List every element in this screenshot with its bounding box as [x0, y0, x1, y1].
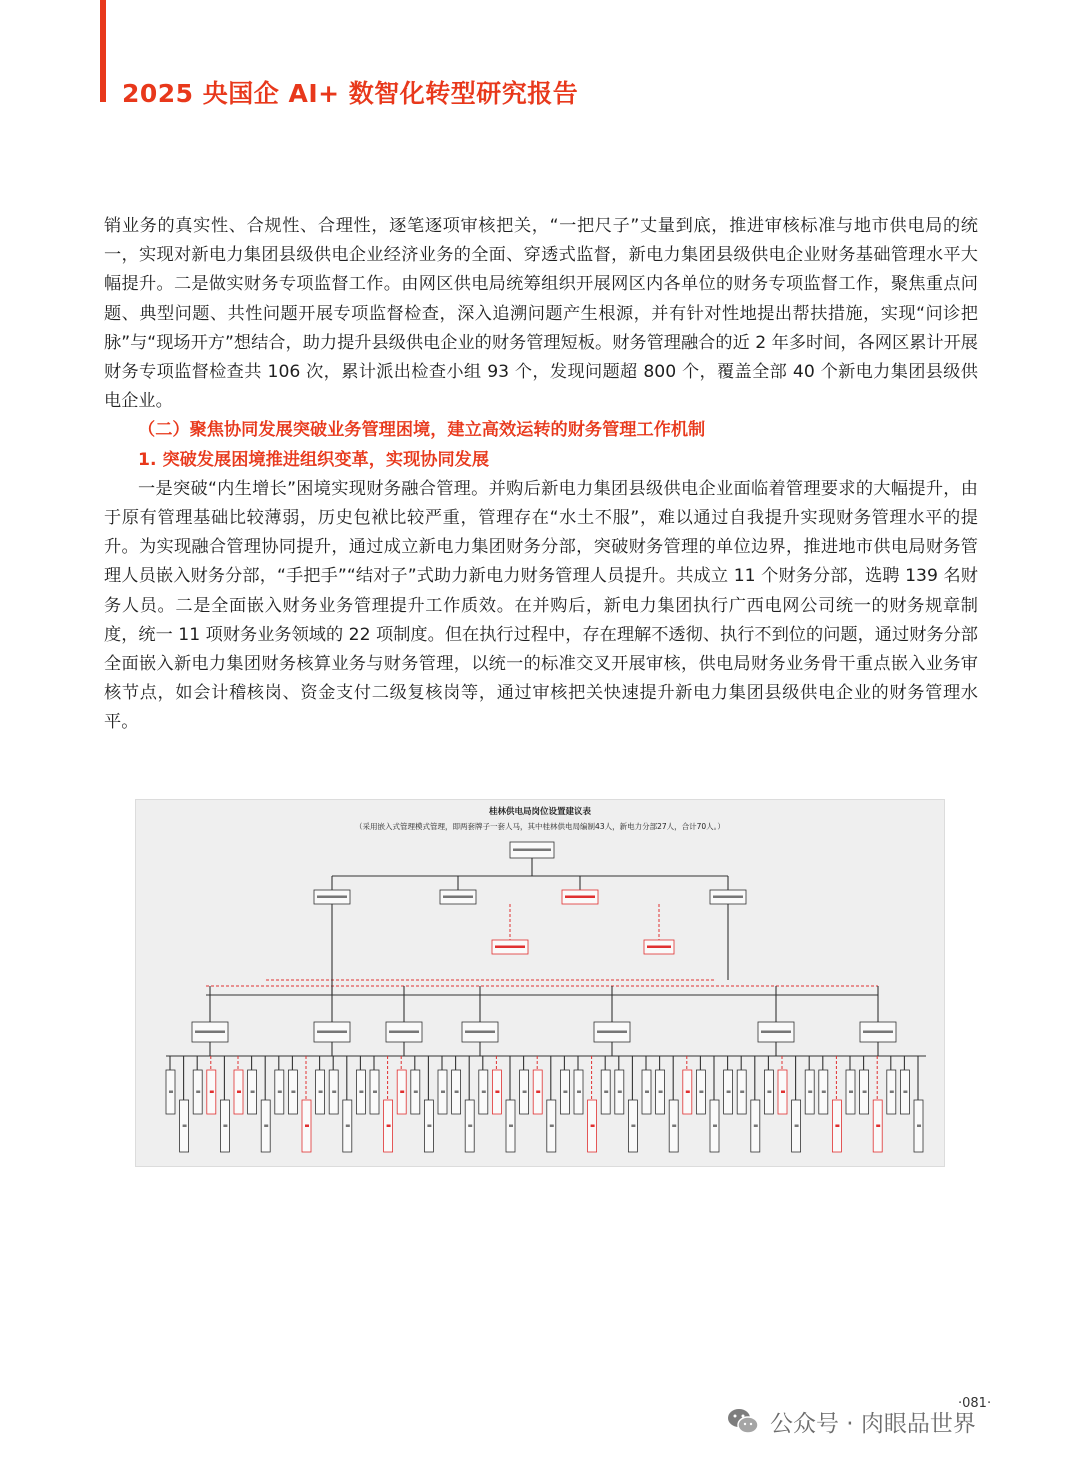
node-label-mark — [482, 1091, 486, 1094]
node-label-mark — [767, 1091, 771, 1094]
node-label-mark — [835, 1125, 839, 1128]
node-label-mark — [917, 1125, 921, 1128]
body-paragraph-2: 一是突破“内生增长”困境实现财务融合管理。并购后新电力集团县级供电企业面临着管理要求的大幅提升，由于原有管理基础比较薄弱，历史包袱比较严重，管理存在“水土不服”，难以通过自我提升实现财务管理水平的提升。为实现融合管理协同提升，通过成立新电力集团财务分部，突破财务管理的单位边界，推进地市供电局财务管理人员嵌入财务分部，“手把手”“结对子”式助力新电力财务管理人员提升。共成立 11 个财务分部，选聘 139 名财务人员。二是全面嵌入财务业务管理提升工作质效。在并购后，新电力集团执行广西电网公司统一的财务规章制度，统一 11 项财务业务领域的 22 项制度。但在执行过程中，存在理解不透彻、执行不到位的问题，通过财务分部全面嵌入新电力集团财务核算业务与财务管理，以统一的标准交叉开展审核，供电局财务业务骨干重点嵌入业务审核节点，如会计稽核岗、资金支付二级复核岗等，通过审核把关快速提升新电力集团县级供电企业的财务管理水平。 — [104, 478, 978, 733]
node-label-mark — [509, 1125, 513, 1128]
header-accent-bar — [100, 0, 106, 102]
node-label-mark — [647, 946, 671, 949]
subsection-heading: 1. 突破发展困境推进组织变革，实现协同发展 — [138, 449, 490, 470]
page-number: ·081· — [958, 1396, 992, 1411]
node-label-mark — [550, 1125, 554, 1128]
node-label-mark — [278, 1091, 282, 1094]
node-label-mark — [346, 1125, 350, 1128]
body-paragraph-1: 销业务的真实性、合规性、合理性，逐笔逐项审核把关，“一把尺子”丈量到底，推进审核标准与地市供电局的统一，实现对新电力集团县级供电企业经济业务的全面、穿透式监督，新电力集团县级供电企业财务基础管理水平大幅提升。二是做实财务专项监督工作。由网区供电局统筹组织开展网区内各单位的财务专项监督工作，聚焦重点问题、典型问题、共性问题开展专项监督检查，深入追溯问题产生根源，并有针对性地提出帮扶措施，实现“问诊把脉”与“现场开方”想结合，助力提升县级供电企业的财务管理短板。财务管理融合的近 2 年多时间，各网区累计开展财务专项监督检查共 106 次，累计派出检查小组 93 个，发现问题超 800 个，覆盖全部 40 个新电力集团县级供电企业。 — [104, 216, 978, 412]
org-chart-figure — [135, 799, 945, 1167]
node-label-mark — [713, 896, 743, 899]
node-label-mark — [495, 1091, 499, 1094]
org-chart-svg — [136, 800, 944, 1166]
node-label-mark — [591, 1125, 595, 1128]
node-label-mark — [513, 849, 551, 852]
node-label-mark — [389, 1031, 419, 1034]
node-label-mark — [686, 1091, 690, 1094]
node-label-mark — [795, 1125, 799, 1128]
node-label-mark — [427, 1125, 431, 1128]
node-label-mark — [849, 1091, 853, 1094]
node-label-mark — [808, 1091, 812, 1094]
org-chart-nodes — [166, 842, 923, 1152]
node-label-mark — [903, 1091, 907, 1094]
node-label-mark — [536, 1091, 540, 1094]
node-label-mark — [863, 1031, 893, 1034]
node-label-mark — [863, 1091, 867, 1094]
node-label-mark — [672, 1125, 676, 1128]
node-label-mark — [400, 1091, 404, 1094]
node-label-mark — [387, 1125, 391, 1128]
node-label-mark — [523, 1091, 527, 1094]
main-content — [104, 212, 978, 738]
watermark-text: 公众号 · 肉眼品世界 — [770, 1410, 976, 1437]
node-label-mark — [455, 1091, 459, 1094]
node-label-mark — [822, 1091, 826, 1094]
node-label-mark — [196, 1091, 200, 1094]
section-heading: （二）聚焦协同发展突破业务管理困境，建立高效运转的财务管理工作机制 — [138, 420, 706, 441]
wechat-icon — [726, 1404, 760, 1438]
node-label-mark — [319, 1091, 323, 1094]
node-label-mark — [443, 896, 473, 899]
figure-subtitle: （采用嵌入式管理模式管理，即两套牌子一套人马，其中桂林供电局编制43人，新电力分部27人，合计70人。） — [355, 822, 725, 831]
node-label-mark — [565, 896, 595, 899]
node-label-mark — [727, 1091, 731, 1094]
node-label-mark — [291, 1091, 295, 1094]
node-label-mark — [699, 1091, 703, 1094]
wechat-watermark — [726, 1404, 976, 1438]
node-label-mark — [414, 1091, 418, 1094]
node-label-mark — [373, 1091, 377, 1094]
org-chart-connectors — [166, 858, 926, 1100]
node-label-mark — [441, 1091, 445, 1094]
figure-title: 桂林供电局岗位设置建议表 — [488, 807, 592, 817]
node-label-mark — [305, 1125, 309, 1128]
node-label-mark — [876, 1125, 880, 1128]
node-label-mark — [465, 1031, 495, 1034]
node-label-mark — [563, 1091, 567, 1094]
node-label-mark — [740, 1091, 744, 1094]
node-label-mark — [169, 1091, 173, 1094]
node-label-mark — [577, 1091, 581, 1094]
node-label-mark — [645, 1091, 649, 1094]
node-label-mark — [317, 896, 347, 899]
node-label-mark — [890, 1091, 894, 1094]
report-title: 2025 央国企 AI+ 数智化转型研究报告 — [122, 79, 579, 108]
node-label-mark — [332, 1091, 336, 1094]
node-label-mark — [195, 1031, 225, 1034]
node-label-mark — [495, 946, 525, 949]
node-label-mark — [597, 1031, 627, 1034]
node-label-mark — [713, 1125, 717, 1128]
node-label-mark — [754, 1125, 758, 1128]
node-label-mark — [359, 1091, 363, 1094]
node-label-mark — [223, 1125, 227, 1128]
node-label-mark — [631, 1125, 635, 1128]
node-label-mark — [210, 1091, 214, 1094]
node-label-mark — [604, 1091, 608, 1094]
node-label-mark — [781, 1091, 785, 1094]
node-label-mark — [237, 1091, 241, 1094]
node-label-mark — [659, 1091, 663, 1094]
node-label-mark — [183, 1125, 187, 1128]
node-label-mark — [264, 1125, 268, 1128]
node-label-mark — [317, 1031, 347, 1034]
node-label-mark — [468, 1125, 472, 1128]
node-label-mark — [761, 1031, 791, 1034]
node-label-mark — [251, 1091, 255, 1094]
node-label-mark — [618, 1091, 622, 1094]
